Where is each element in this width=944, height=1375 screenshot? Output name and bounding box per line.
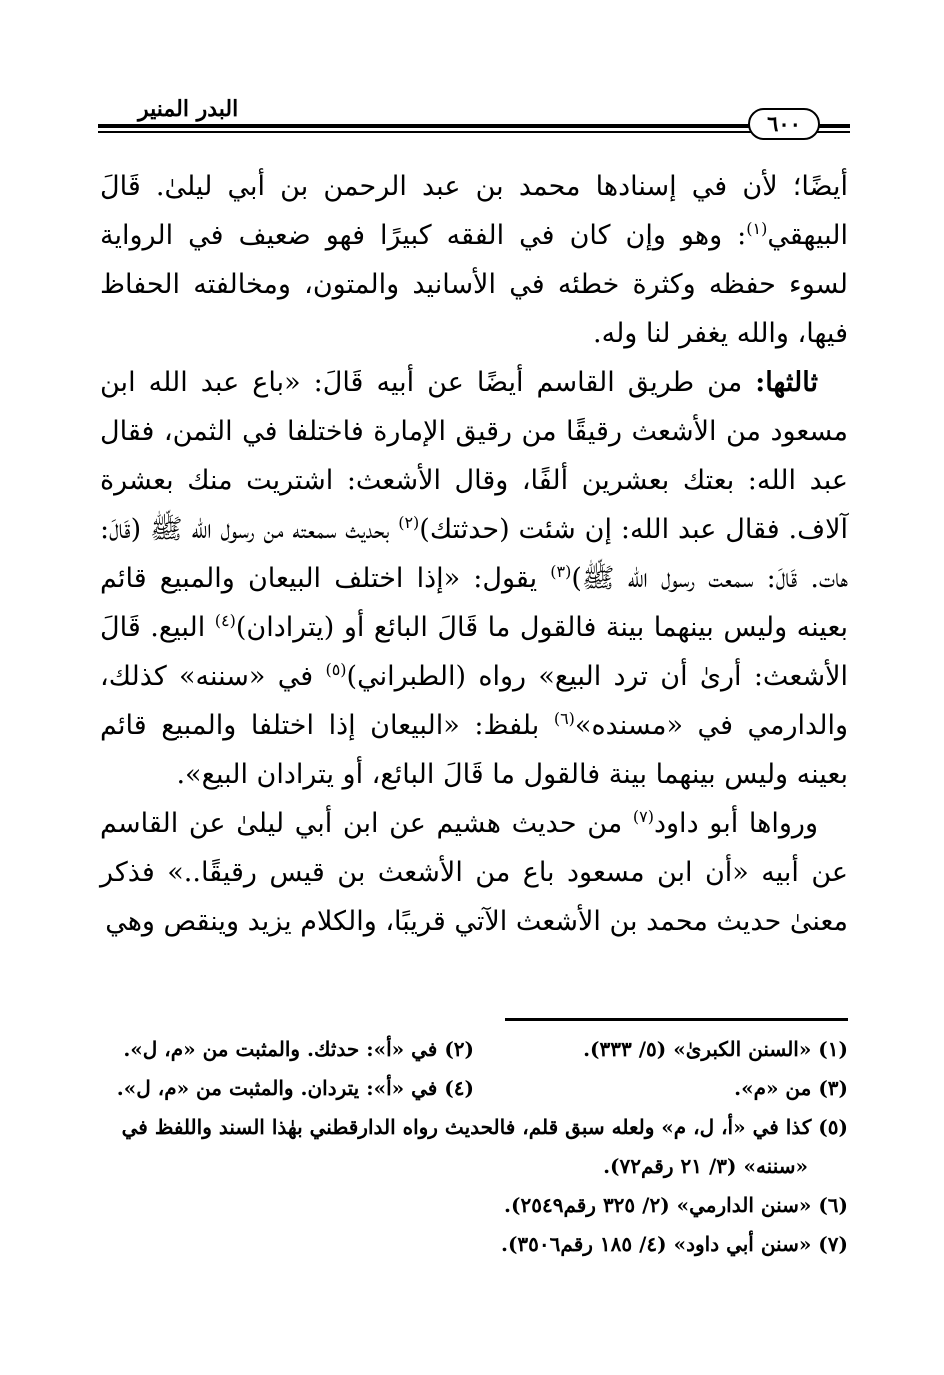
footnote-ref-2: (٢)	[398, 513, 420, 532]
text-run: أيضًا؛ لأن في إسنادها محمد بن عبد الرحمن بن أبي ليلىٰ. قَالَ البيهقي	[100, 171, 848, 251]
footnote-row	[100, 1069, 848, 1108]
text-run: يقول: «إذا اختلف البيعان والمبيع قائم بعينه وليس بينهما بينة فالقول ما قَالَ البائع أو (يترادان)	[100, 563, 848, 643]
section-label: ثالثها:	[755, 367, 818, 398]
header-double-rule	[98, 124, 850, 134]
page-number: ٦٠٠	[748, 108, 820, 140]
text-run: من طريق القاسم أيضًا عن أبيه قَالَ: «باع عبد الله ابن مسعود من الأشعث رقيقًا من رقيق الإمارة فاختلفا في الثمن، فقال عبد الله: بعتك بعشرين ألفًا، وقال الأشعث: اشتريت منك بعشرة آلاف. فقال عبد الله: إن شئت (حدثتك)	[100, 367, 848, 545]
footnote-1: (١) «السنن الكبرىٰ» (٥/ ٣٣٣).	[583, 1037, 848, 1061]
footnote-5-continued: «سننه» (٣/ ٢١ رقم٧٢).	[603, 1154, 808, 1178]
text-run: في «سننه» كذلك، والدارمي في «مسنده»	[100, 661, 849, 741]
paragraph-2	[100, 358, 848, 799]
footnote-ref-4: (٤)	[214, 611, 236, 630]
footnote-ref-7: (٧)	[632, 807, 654, 826]
running-title: البدر المنير	[138, 96, 239, 122]
footnote-ref-1: (١)	[746, 219, 768, 238]
footnote-5: (٥) كذا في «أ، ل، م» ولعله سبق قلم، فالحديث رواه الدارقطني بهٰذا السند واللفظ في	[121, 1115, 848, 1139]
footnote-ref-5: (٥)	[325, 660, 347, 679]
footnote-6: (٦) «سنن الدارمي» (٢/ ٣٢٥ رقم٢٥٤٩).	[504, 1193, 848, 1217]
footnotes	[100, 1030, 848, 1264]
text-run: بلفظ: «البيعان إذا اختلفا والمبيع قائم بعينه وليس بينهما بينة فالقول ما قَالَ البائع، أو يترادان البيع».	[100, 710, 848, 790]
footnote-ref-3: (٣)	[550, 562, 572, 581]
footnote-4: (٤) في «أ»: يتردان. والمثبت من «م، ل».	[116, 1076, 474, 1100]
footnote-2: (٢) في «أ»: حدثك. والمثبت من «م، ل».	[123, 1037, 474, 1061]
footnote-3: (٣) من «م».	[734, 1076, 848, 1100]
text-run: بحديث سمعته من رسول الله ﷺ (قَالَ: هات. قَالَ: سمعت رسول الله ﷺ)	[100, 514, 848, 594]
paragraph-1	[100, 162, 848, 358]
text-run: البيع. قَالَ الأشعث: أرىٰ أن ترد البيع» رواه (الطبراني)	[100, 612, 848, 692]
page-header	[98, 96, 850, 146]
footnote-row	[100, 1030, 848, 1069]
footnote-separator	[505, 1018, 848, 1021]
text-run: : وهو وإن كان في الفقه كبيرًا فهو ضعيف في الرواية لسوء حفظه وكثرة خطئه في الأسانيد والمتون، ومخالفته الحفاظ فيها، والله يغفر لنا وله.	[100, 220, 848, 349]
main-text	[100, 162, 848, 946]
footnote-7: (٧) «سنن أبي داود» (٤/ ١٨٥ رقم٣٥٠٦).	[500, 1232, 848, 1256]
text-run: ورواها أبو داود	[654, 808, 818, 839]
footnote-ref-6: (٦)	[553, 709, 575, 728]
text-run: من حديث هشيم عن ابن أبي ليلىٰ عن القاسم عن أبيه «أن ابن مسعود باع من الأشعث بن قيس رقيقًا..» فذكر معنىٰ حديث محمد بن الأشعث الآتي قريبًا، والكلام يزيد وينقص وهي	[100, 808, 848, 937]
paragraph-3	[100, 799, 848, 946]
